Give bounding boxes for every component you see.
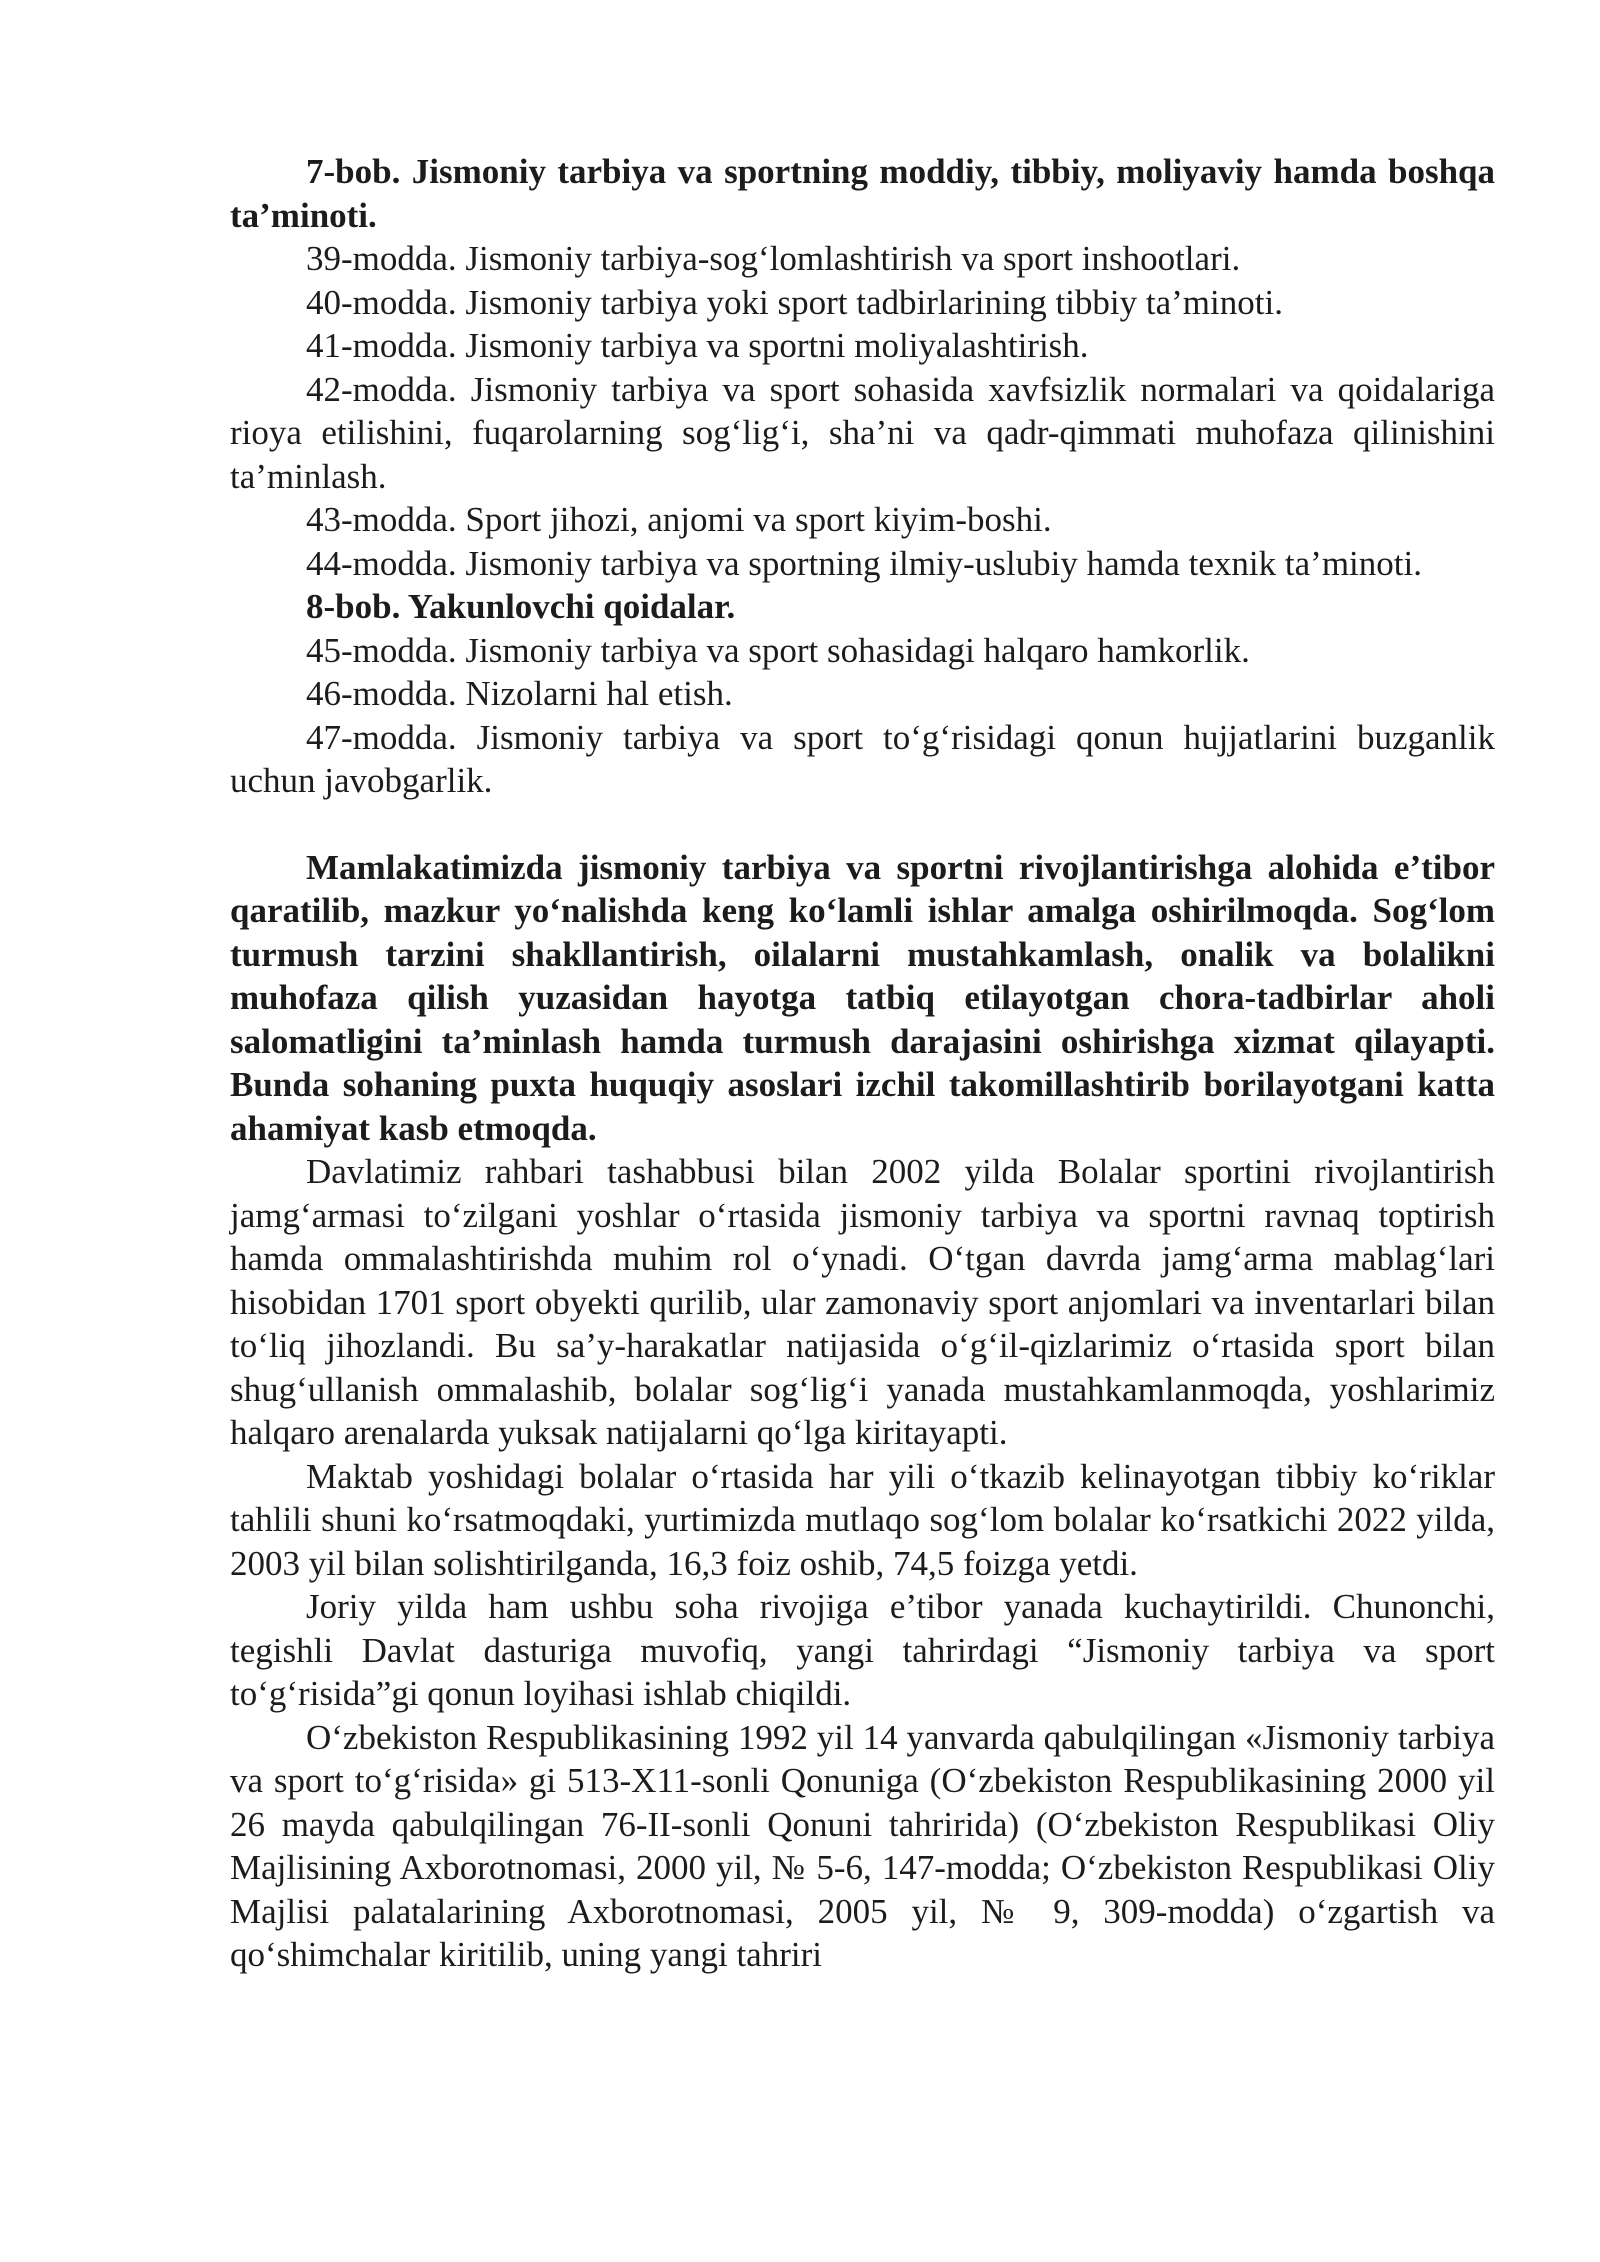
article-42: 42-modda. Jismoniy tarbiya va sport sohasida xavfsizlik normalari va qoidalariga rioya etilishini, fuqarolarning sog‘lig‘i, sha’ni va qadr-qimmati muhofaza qilinishini ta’minlash. [230, 369, 1495, 496]
article-47: 47-modda. Jismoniy tarbiya va sport to‘g‘risidagi qonun hujjatlarini buzganlik uchun javobgarlik. [230, 717, 1495, 800]
body-paragraph-2: Maktab yoshidagi bolalar o‘rtasida har yili o‘tkazib kelinayotgan tibbiy ko‘riklar tahlili shuni ko‘rsatmoqdaki, yurtimizda mutlaqo sog‘lom bolalar ko‘rsatkichi 2022 yilda, 2003 yil bilan solishtirilganda, 16,3 foiz oshib, 74,5 foizga yetdi. [230, 1456, 1495, 1583]
article-41: 41-modda. Jismoniy tarbiya va sportni moliyalashtirish. [306, 326, 1089, 365]
article-46: 46-modda. Nizolarni hal etish. [306, 674, 733, 713]
intro-paragraph: Mamlakatimizda jismoniy tarbiya va sportni rivojlantirishga alohida e’tibor qaratilib, mazkur yo‘nalishda keng ko‘lamli ishlar amalga oshirilmoqda. Sog‘lom turmush tarzini shakllantirish, oilalarni mustahkamlash, onalik va bolalikni muhofaza qilish yuzasidan hayotga tatbiq etilayotgan chora-tadbirlar aholi salomatligini ta’minlash hamda turmush darajasini oshirishga xizmat qilayapti. Bunda sohaning puxta huquqiy asoslari izchil takomillashtirib borilayotgani katta ahamiyat kasb etmoqda. [230, 847, 1495, 1148]
article-43: 43-modda. Sport jihozi, anjomi va sport kiyim-boshi. [306, 500, 1052, 539]
article-45: 45-modda. Jismoniy tarbiya va sport sohasidagi halqaro hamkorlik. [306, 630, 1250, 670]
body-paragraph-1: Davlatimiz rahbari tashabbusi bilan 2002 yilda Bolalar sportini rivojlantirish jamg‘armasi to‘zilgani yoshlar o‘rtasida jismoniy tarbiya va sportni ravnaq toptirish hamda ommalashtirishda muhim rol o‘ynadi. O‘tgan davrda jamg‘arma mablag‘lari hisobidan 1701 sport obyekti qurilib, ular zamonaviy sport anjomlari va inventarlari bilan to‘liq jihozlandi. Bu sa’y-harakatlar natijasida o‘g‘il-qizlarimiz o‘rtasida sport bilan shug‘ullanish ommalashib, bolalar sog‘lig‘i yanada mustahkamlanmoqda, yoshlarimiz halqaro arenalarda yuksak natijalarni qo‘lga kiritayapti. [230, 1152, 1495, 1452]
body-paragraph-3: Joriy yilda ham ushbu soha rivojiga e’tibor yanada kuchaytirildi. Chunonchi, tegishli Davlat dasturiga muvofiq, yangi tahrirdagi “Jismoniy tarbiya va sport to‘g‘risida”gi qonun loyihasi ishlab chiqildi. [230, 1587, 1495, 1713]
document-page [230, 150, 1495, 1977]
article-39: 39-modda. Jismoniy tarbiya-sog‘lomlashtirish va sport inshootlari. [306, 239, 1241, 278]
paragraph-spacer [230, 803, 1495, 846]
chapter-8-heading: 8-bob. Yakunlovchi qoidalar. [306, 587, 736, 626]
body-paragraph-4: O‘zbekiston Respublikasining 1992 yil 14 yanvarda qabulqilingan «Jismoniy tarbiya va sport to‘g‘risida» gi 513-X11-sonli Qonuniga (O‘zbekiston Respublikasining 2000 yil 26 mayda qabulqilingan 76-II-sonli Qonuni tahririda) (O‘zbekiston Respublikasi Oliy Majlisining Axborotnomasi, 2000 yil, № 5-6, 147-modda; O‘zbekiston Respublikasi Oliy Majlisi palatalarining Axborotnomasi, 2005 yil, № 9, 309-modda) o‘zgartish va qo‘shimchalar kiritilib, uning yangi tahriri [230, 1717, 1495, 1974]
chapter-7-heading: 7-bob. Jismoniy tarbiya va sportning moddiy, tibbiy, moliyaviy hamda boshqa ta’minoti. [230, 152, 1495, 235]
article-40: 40-modda. Jismoniy tarbiya yoki sport tadbirlarining tibbiy ta’minoti. [306, 282, 1283, 322]
article-44: 44-modda. Jismoniy tarbiya va sportning ilmiy-uslubiy hamda texnik ta’minoti. [306, 543, 1422, 583]
